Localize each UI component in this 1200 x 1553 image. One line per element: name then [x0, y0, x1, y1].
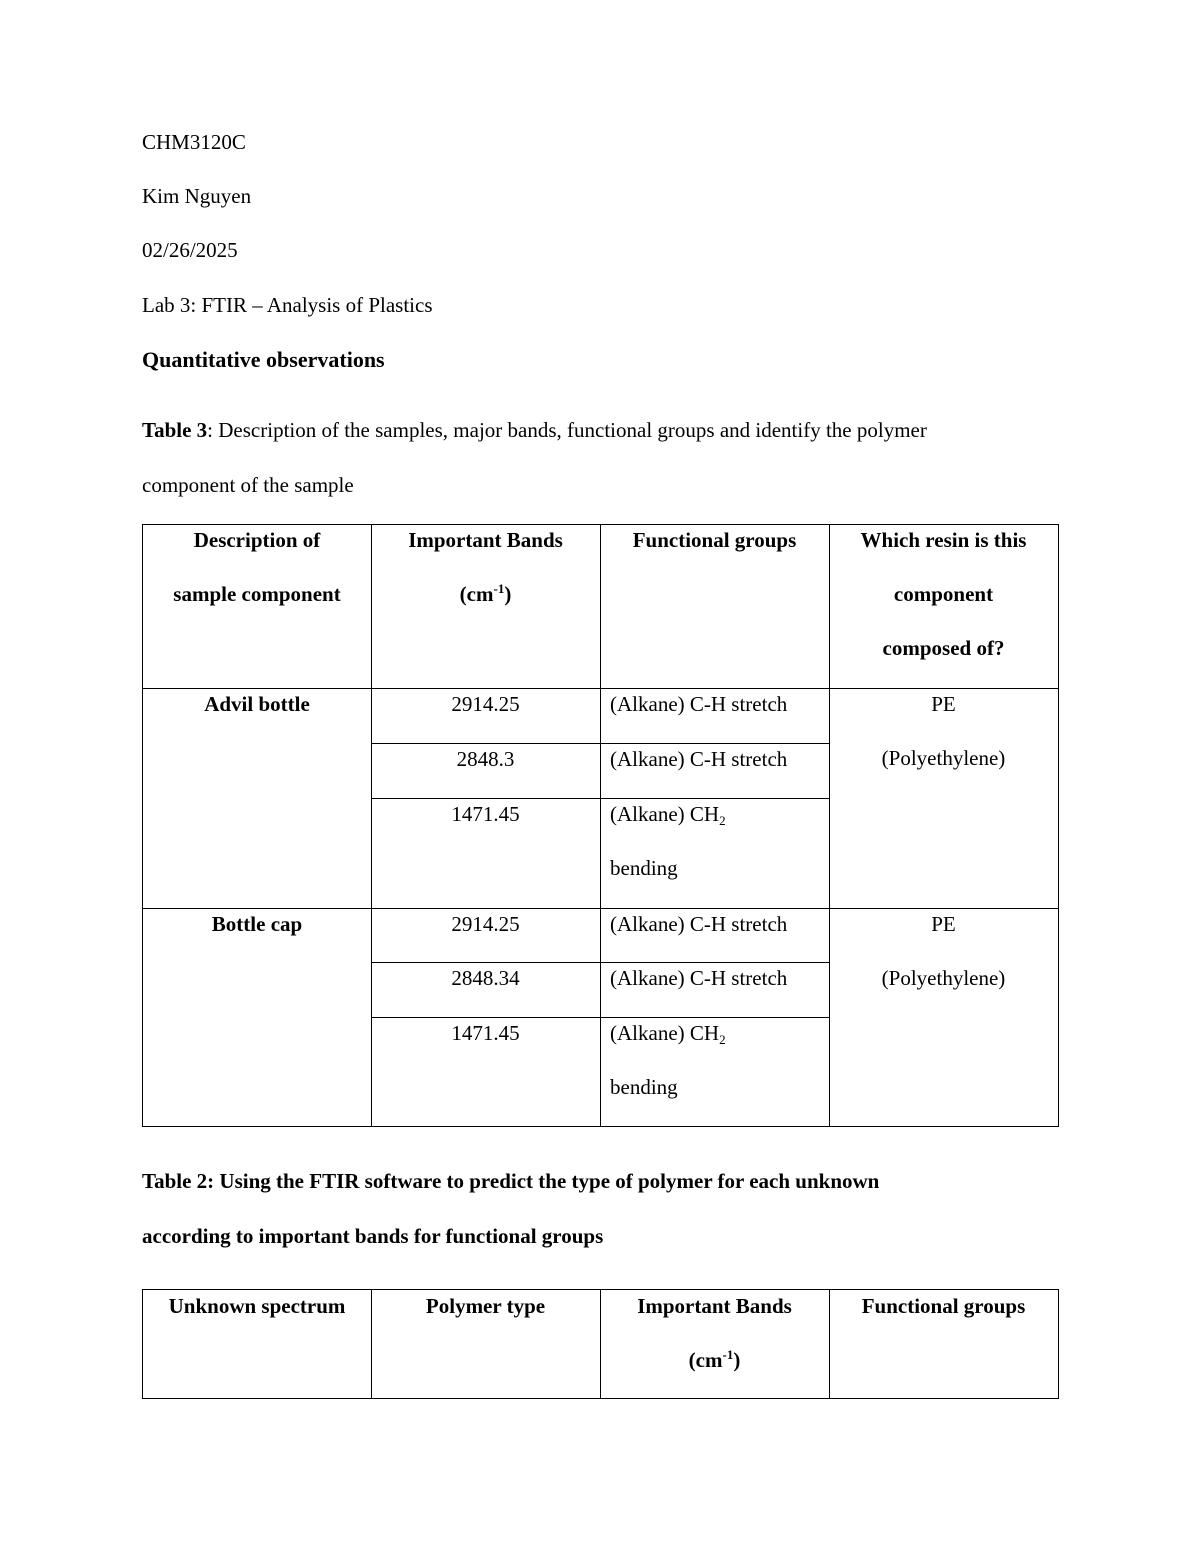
table2-header-unknown: Unknown spectrum [168, 1294, 346, 1318]
band-value: 1471.45 [451, 1021, 520, 1045]
table3-header-description: Description of sample component [173, 528, 341, 606]
table3-caption [142, 418, 927, 443]
sample-name: Bottle cap [211, 912, 303, 936]
course-code: CHM3120C [142, 130, 246, 154]
sample-name: Advil bottle [204, 692, 310, 716]
table3-caption-label: Table 3 [142, 418, 208, 442]
section-heading: Quantitative observations [142, 347, 385, 372]
functional-group: (Alkane) $CH_2$ bending [610, 802, 726, 880]
table2-caption: Table 2: Using the FTIR software to predict the type of polymer for each unknown [142, 1169, 880, 1193]
resin-type: PE (Polyethylene) [881, 692, 1006, 770]
functional-group: (Alkane) $CH_2$ bending [610, 1021, 726, 1099]
resin-type: PE (Polyethylene) [881, 912, 1006, 990]
band-value: 1471.45 [451, 802, 520, 826]
functional-group: (Alkane) C-H stretch [610, 692, 788, 716]
table3-header-groups: Functional groups [632, 528, 797, 552]
table2-caption-cont: according to important bands for functional groups [142, 1224, 604, 1248]
table2 [142, 1289, 1059, 1399]
table3-header-resin: Which resin is this component composed of? [860, 528, 1027, 660]
author-name: Kim Nguyen [142, 184, 252, 208]
table2-header-groups: Functional groups [861, 1294, 1026, 1318]
table3-header-bands: Important Bands $(cm^{-1})$ [408, 528, 563, 606]
report-date: 02/26/2025 [142, 238, 238, 262]
band-value: 2848.34 [451, 966, 520, 990]
band-value: 2914.25 [451, 692, 520, 716]
table3 [142, 524, 1059, 1127]
functional-group: (Alkane) C-H stretch [610, 966, 788, 990]
table3-caption-text: : Description of the samples, major bands, functional groups and identify the polymer [207, 418, 927, 442]
functional-group: (Alkane) C-H stretch [610, 747, 788, 771]
band-value: 2848.3 [456, 747, 515, 771]
functional-group: (Alkane) C-H stretch [610, 912, 788, 936]
table2-header-polymer: Polymer type [425, 1294, 546, 1318]
lab-title: Lab 3: FTIR – Analysis of Plastics [142, 293, 433, 317]
band-value: 2914.25 [451, 912, 520, 936]
table2-header-bands: Important Bands $(cm^{-1})$ [637, 1294, 792, 1372]
table3-caption-cont: component of the sample [142, 473, 354, 497]
